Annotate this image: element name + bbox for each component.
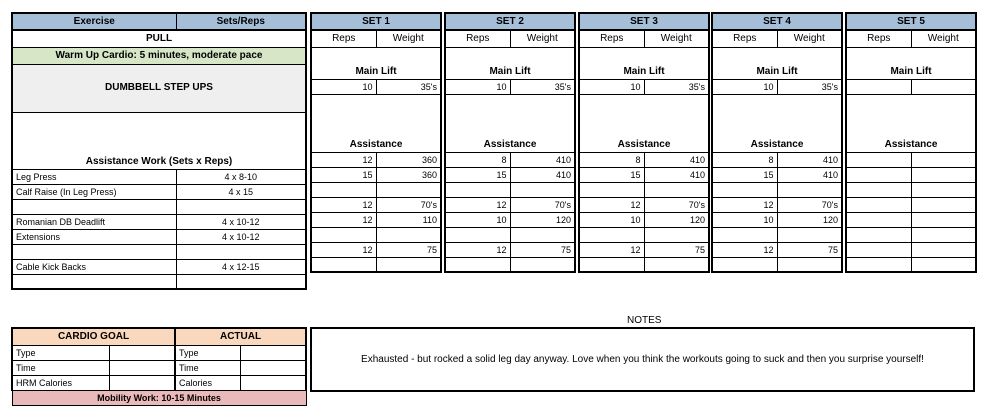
set-weight-cell[interactable] xyxy=(777,257,842,272)
set-reps-cell[interactable]: 12 xyxy=(311,197,376,212)
set-row xyxy=(846,257,976,272)
set-weight-cell[interactable]: 410 xyxy=(644,152,709,167)
set-weight-cell[interactable] xyxy=(777,182,842,197)
exercise-name[interactable] xyxy=(12,274,176,289)
set-weight-cell[interactable]: 120 xyxy=(777,212,842,227)
set-weight-cell[interactable] xyxy=(911,257,976,272)
set-title: SET 5 xyxy=(846,13,976,30)
cardio-panel xyxy=(11,327,307,406)
exercise-scheme[interactable] xyxy=(176,244,306,259)
exercise-name[interactable]: Romanian DB Deadlift xyxy=(12,214,176,229)
exercise-scheme[interactable]: 4 x 12-15 xyxy=(176,259,306,274)
main-lift-reps[interactable] xyxy=(846,79,911,94)
set-panel-3 xyxy=(578,12,710,273)
set-row xyxy=(712,212,842,227)
set-weight-cell[interactable] xyxy=(911,212,976,227)
actual-label: Time xyxy=(175,360,240,375)
set-row xyxy=(311,257,441,272)
weight-label: Weight xyxy=(644,30,709,47)
set-weight-cell[interactable]: 410 xyxy=(777,152,842,167)
set-table xyxy=(444,12,576,273)
weight-label: Weight xyxy=(376,30,441,47)
set-row xyxy=(846,152,976,167)
set-weight-cell[interactable]: 120 xyxy=(510,212,575,227)
exercise-row xyxy=(12,199,306,214)
set-title: SET 1 xyxy=(311,13,441,30)
exercise-row xyxy=(12,214,306,229)
set-row xyxy=(712,257,842,272)
set-reps-cell[interactable] xyxy=(846,242,911,257)
set-weight-cell[interactable] xyxy=(644,257,709,272)
set-weight-cell[interactable] xyxy=(376,182,441,197)
set-weight-cell[interactable] xyxy=(644,227,709,242)
set-weight-cell[interactable]: 360 xyxy=(376,152,441,167)
set-panel-2 xyxy=(444,12,576,273)
set-weight-cell[interactable]: 410 xyxy=(510,167,575,182)
set-weight-cell[interactable]: 410 xyxy=(777,167,842,182)
set-row xyxy=(846,242,976,257)
cardio-goal-title: CARDIO GOAL xyxy=(12,328,175,345)
main-lift-reps[interactable]: 10 xyxy=(445,79,510,94)
goal-value[interactable] xyxy=(109,375,175,390)
set-reps-cell[interactable]: 10 xyxy=(712,212,777,227)
set-weight-cell[interactable]: 120 xyxy=(644,212,709,227)
set-weight-cell[interactable] xyxy=(911,197,976,212)
cardio-row xyxy=(12,375,306,390)
exercise-scheme[interactable]: 4 x 8-10 xyxy=(176,169,306,184)
set-row xyxy=(579,242,709,257)
set-weight-cell[interactable] xyxy=(777,227,842,242)
set-weight-cell[interactable]: 70's xyxy=(644,197,709,212)
set-reps-cell[interactable]: 15 xyxy=(445,167,510,182)
set-reps-cell[interactable]: 15 xyxy=(579,167,644,182)
set-reps-cell[interactable]: 10 xyxy=(445,212,510,227)
set-weight-cell[interactable] xyxy=(510,227,575,242)
reps-label: Reps xyxy=(445,30,510,47)
set-reps-cell[interactable] xyxy=(311,182,376,197)
reps-label: Reps xyxy=(579,30,644,47)
main-lift-weight[interactable]: 35's xyxy=(510,79,575,94)
set-panel-1 xyxy=(310,12,442,273)
set-row xyxy=(846,197,976,212)
actual-value[interactable] xyxy=(240,345,306,360)
set-row xyxy=(445,212,575,227)
exercise-scheme[interactable]: 4 x 10-12 xyxy=(176,229,306,244)
set-row xyxy=(311,242,441,257)
exercise-row xyxy=(12,229,306,244)
set-row xyxy=(579,167,709,182)
set-reps-cell[interactable]: 8 xyxy=(712,152,777,167)
weight-label: Weight xyxy=(777,30,842,47)
set-reps-cell[interactable] xyxy=(311,257,376,272)
set-reps-cell[interactable]: 12 xyxy=(712,197,777,212)
actual-label: Type xyxy=(175,345,240,360)
actual-value[interactable] xyxy=(240,375,306,390)
set-table xyxy=(845,12,977,273)
set-row xyxy=(445,197,575,212)
goal-label: Type xyxy=(12,345,109,360)
set-row xyxy=(579,152,709,167)
set-weight-cell[interactable]: 75 xyxy=(510,242,575,257)
set-reps-cell[interactable] xyxy=(846,212,911,227)
set-weight-cell[interactable] xyxy=(376,257,441,272)
notes-text: Exhausted - but rocked a solid leg day anyway. Love when you think the workouts going to suck and then you surprise yourself! xyxy=(361,354,924,365)
set-reps-cell[interactable]: 15 xyxy=(311,167,376,182)
set-weight-cell[interactable] xyxy=(911,167,976,182)
assistance-title: Assistance Work (Sets x Reps) xyxy=(12,112,306,169)
cardio-row xyxy=(12,345,306,360)
exercise-name[interactable] xyxy=(12,244,176,259)
set-reps-cell[interactable] xyxy=(311,227,376,242)
set-weight-cell[interactable]: 75 xyxy=(777,242,842,257)
exercise-scheme[interactable] xyxy=(176,199,306,214)
set-reps-cell[interactable] xyxy=(579,182,644,197)
set-row xyxy=(579,212,709,227)
set-row xyxy=(311,227,441,242)
set-title: SET 3 xyxy=(579,13,709,30)
set-weight-cell[interactable]: 410 xyxy=(644,167,709,182)
set-panel-5 xyxy=(845,12,977,273)
set-reps-cell[interactable]: 12 xyxy=(311,212,376,227)
set-row xyxy=(712,227,842,242)
set-row xyxy=(311,212,441,227)
assistance-label: Assistance xyxy=(445,94,575,152)
set-title: SET 2 xyxy=(445,13,575,30)
set-reps-cell[interactable]: 12 xyxy=(445,197,510,212)
mobility-cell: Mobility Work: 10-15 Minutes xyxy=(12,390,306,405)
main-lift-name: DUMBBELL STEP UPS xyxy=(12,64,306,112)
set-weight-cell[interactable] xyxy=(376,227,441,242)
set-row xyxy=(846,167,976,182)
set-row xyxy=(579,257,709,272)
cardio-actual-title: ACTUAL xyxy=(175,328,306,345)
exercise-row xyxy=(12,259,306,274)
assistance-label: Assistance xyxy=(579,94,709,152)
main-lift-weight[interactable] xyxy=(911,79,976,94)
exercise-header: Exercise xyxy=(12,13,176,30)
main-lift-label: Main Lift xyxy=(311,47,441,79)
set-table xyxy=(578,12,710,273)
main-lift-weight[interactable]: 35's xyxy=(376,79,441,94)
assistance-label: Assistance xyxy=(712,94,842,152)
set-row xyxy=(846,227,976,242)
set-reps-cell[interactable] xyxy=(846,167,911,182)
exercise-name[interactable]: Leg Press xyxy=(12,169,176,184)
set-weight-cell[interactable]: 75 xyxy=(376,242,441,257)
set-reps-cell[interactable] xyxy=(579,227,644,242)
set-weight-cell[interactable]: 110 xyxy=(376,212,441,227)
set-weight-cell[interactable]: 70's xyxy=(376,197,441,212)
set-weight-cell[interactable]: 70's xyxy=(510,197,575,212)
set-reps-cell[interactable]: 12 xyxy=(311,242,376,257)
exercise-name[interactable]: Cable Kick Backs xyxy=(12,259,176,274)
weight-label: Weight xyxy=(911,30,976,47)
exercise-scheme[interactable]: 4 x 15 xyxy=(176,184,306,199)
main-lift-label: Main Lift xyxy=(712,47,842,79)
set-weight-cell[interactable] xyxy=(510,257,575,272)
main-lift-reps[interactable]: 10 xyxy=(712,79,777,94)
set-row xyxy=(311,197,441,212)
set-title: SET 4 xyxy=(712,13,842,30)
main-lift-reps[interactable]: 10 xyxy=(311,79,376,94)
set-reps-cell[interactable] xyxy=(445,227,510,242)
goal-label: Time xyxy=(12,360,109,375)
reps-label: Reps xyxy=(311,30,376,47)
set-weight-cell[interactable]: 75 xyxy=(644,242,709,257)
set-weight-cell[interactable]: 410 xyxy=(510,152,575,167)
set-reps-cell[interactable]: 8 xyxy=(445,152,510,167)
cardio-row xyxy=(12,360,306,375)
set-reps-cell[interactable]: 12 xyxy=(579,197,644,212)
set-reps-cell[interactable] xyxy=(846,197,911,212)
set-row xyxy=(712,197,842,212)
day-title: PULL xyxy=(12,30,306,47)
set-row xyxy=(579,182,709,197)
cardio-table xyxy=(11,327,307,406)
set-row xyxy=(846,212,976,227)
set-reps-cell[interactable] xyxy=(846,227,911,242)
set-row xyxy=(311,152,441,167)
set-weight-cell[interactable]: 360 xyxy=(376,167,441,182)
set-row xyxy=(445,152,575,167)
goal-value[interactable] xyxy=(109,360,175,375)
exercise-row xyxy=(12,169,306,184)
set-row xyxy=(846,182,976,197)
set-reps-cell[interactable]: 10 xyxy=(579,212,644,227)
set-reps-cell[interactable] xyxy=(712,227,777,242)
set-weight-cell[interactable] xyxy=(911,227,976,242)
set-weight-cell[interactable]: 70's xyxy=(777,197,842,212)
set-table xyxy=(310,12,442,273)
set-weight-cell[interactable] xyxy=(911,182,976,197)
exercise-name[interactable]: Calf Raise (In Leg Press) xyxy=(12,184,176,199)
notes-box[interactable] xyxy=(310,327,975,392)
set-weight-cell[interactable] xyxy=(911,152,976,167)
set-weight-cell[interactable] xyxy=(911,242,976,257)
set-reps-cell[interactable]: 8 xyxy=(579,152,644,167)
set-panel-4 xyxy=(711,12,843,273)
main-lift-label: Main Lift xyxy=(445,47,575,79)
actual-label: Calories xyxy=(175,375,240,390)
set-weight-cell[interactable] xyxy=(644,182,709,197)
set-reps-cell[interactable] xyxy=(579,257,644,272)
set-row xyxy=(712,242,842,257)
set-reps-cell[interactable]: 15 xyxy=(712,167,777,182)
set-row xyxy=(579,197,709,212)
set-weight-cell[interactable] xyxy=(510,182,575,197)
set-reps-cell[interactable] xyxy=(846,182,911,197)
set-row xyxy=(712,152,842,167)
set-reps-cell[interactable] xyxy=(712,182,777,197)
set-reps-cell[interactable] xyxy=(445,257,510,272)
goal-value[interactable] xyxy=(109,345,175,360)
set-table xyxy=(711,12,843,273)
main-lift-label: Main Lift xyxy=(579,47,709,79)
set-reps-cell[interactable]: 12 xyxy=(712,242,777,257)
exercise-row xyxy=(12,274,306,289)
set-row xyxy=(445,242,575,257)
assistance-label: Assistance xyxy=(846,94,976,152)
exercise-table xyxy=(11,12,307,290)
exercise-row xyxy=(12,244,306,259)
exercise-scheme[interactable] xyxy=(176,274,306,289)
set-row xyxy=(579,227,709,242)
main-lift-reps[interactable]: 10 xyxy=(579,79,644,94)
sets-reps-header: Sets/Reps xyxy=(176,13,306,30)
main-lift-weight[interactable]: 35's xyxy=(644,79,709,94)
exercise-scheme[interactable]: 4 x 10-12 xyxy=(176,214,306,229)
actual-value[interactable] xyxy=(240,360,306,375)
exercise-name[interactable] xyxy=(12,199,176,214)
set-reps-cell[interactable] xyxy=(846,152,911,167)
set-row xyxy=(445,227,575,242)
set-row xyxy=(712,167,842,182)
set-reps-cell[interactable]: 12 xyxy=(311,152,376,167)
exercise-panel xyxy=(11,12,307,290)
set-reps-cell[interactable] xyxy=(712,257,777,272)
set-row xyxy=(311,182,441,197)
exercise-row xyxy=(12,184,306,199)
reps-label: Reps xyxy=(712,30,777,47)
weight-label: Weight xyxy=(510,30,575,47)
goal-label: HRM Calories xyxy=(12,375,109,390)
set-reps-cell[interactable] xyxy=(846,257,911,272)
set-reps-cell[interactable]: 12 xyxy=(579,242,644,257)
exercise-name[interactable]: Extensions xyxy=(12,229,176,244)
set-row xyxy=(712,182,842,197)
set-row xyxy=(445,182,575,197)
reps-label: Reps xyxy=(846,30,911,47)
assistance-label: Assistance xyxy=(311,94,441,152)
set-row xyxy=(311,167,441,182)
main-lift-weight[interactable]: 35's xyxy=(777,79,842,94)
set-reps-cell[interactable]: 12 xyxy=(445,242,510,257)
warmup-cell: Warm Up Cardio: 5 minutes, moderate pace xyxy=(12,47,306,64)
main-lift-label: Main Lift xyxy=(846,47,976,79)
set-row xyxy=(445,167,575,182)
set-reps-cell[interactable] xyxy=(445,182,510,197)
set-row xyxy=(445,257,575,272)
notes-title: NOTES xyxy=(627,315,662,326)
